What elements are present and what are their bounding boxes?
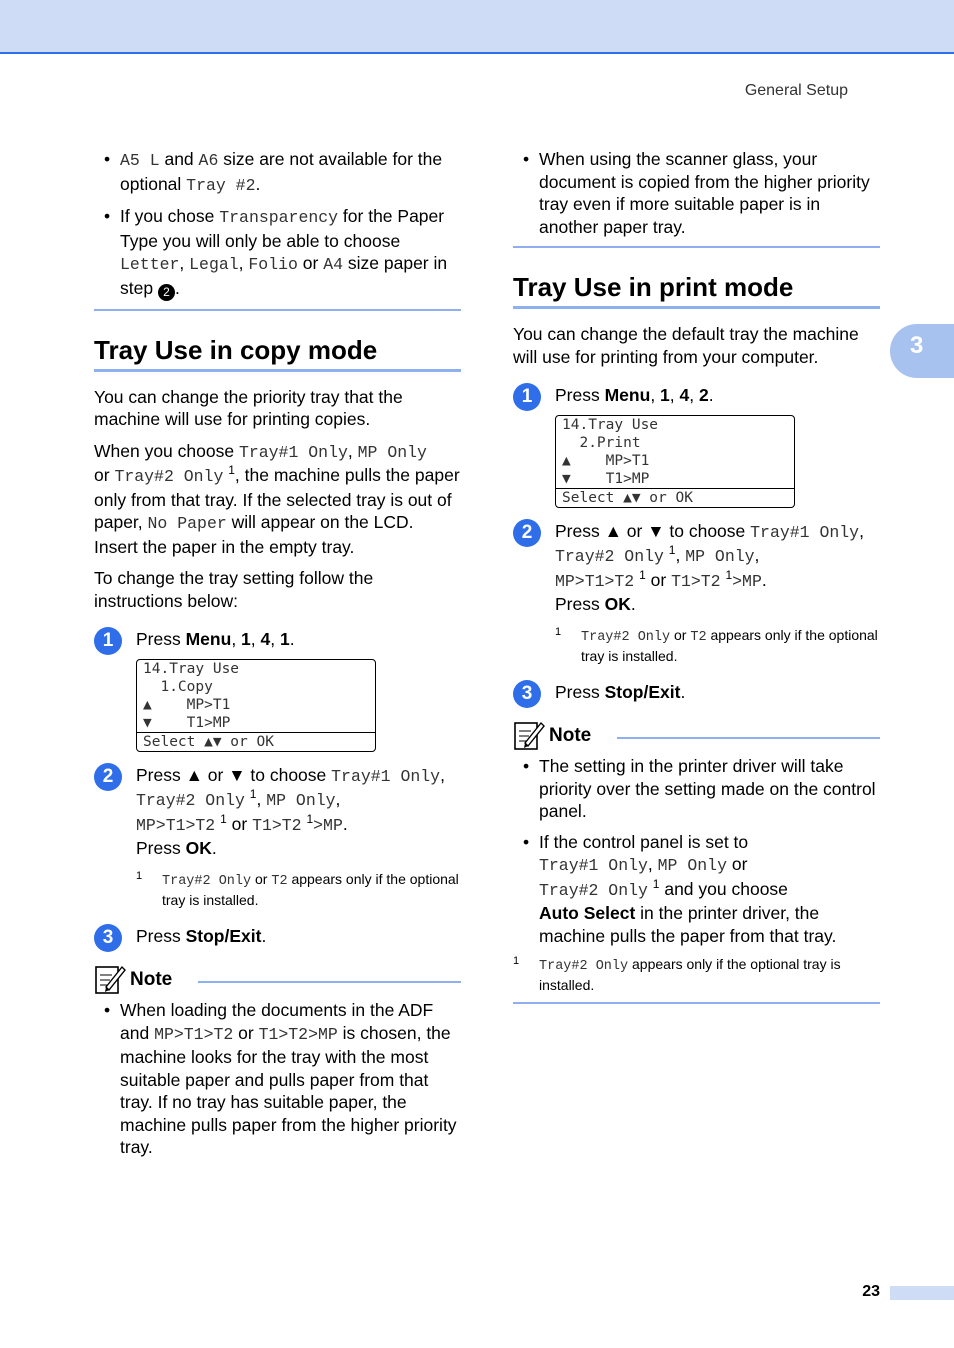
lcd-display: 14.Tray Use 2.Print ▲ MP>T1 ▼ T1>MP Select ▲▼ or OK	[555, 415, 795, 508]
step-number-badge: 1	[94, 627, 122, 655]
bullet-transparency: • If you chose Transparency for the Paper Type you will only be able to choose Letter, Legal, Folio or A4 size paper in step 2 .	[94, 205, 461, 301]
note-pencil-icon	[513, 719, 545, 751]
note-pencil-icon	[94, 963, 126, 995]
chapter-tab	[890, 324, 954, 378]
divider	[513, 1002, 880, 1004]
note-bullets	[513, 755, 880, 947]
divider	[94, 309, 461, 311]
step-1: 1 Press Menu, 1, 4, 1. 14.Tray Use 1.Copy ▲ MP>T1 ▼ T1>MP Select ▲▼ or OK	[94, 628, 461, 752]
note-bullets	[94, 999, 461, 1159]
footnote: 1 Tray#2 Only or T2 appears only if the optional tray is installed.	[555, 625, 878, 664]
running-header: General Setup	[744, 82, 848, 99]
section-heading-copy: Tray Use in copy mode	[94, 335, 461, 372]
top-banner	[0, 0, 954, 54]
note-bullet-adf: • When loading the documents in the ADF and MP>T1>T2 or T1>T2>MP is chosen, the machine looks for the tray with the most suitable paper and pulls paper from that tray. If no tray has suitable paper, the machine pulls paper from the higher priority tray.	[94, 999, 461, 1159]
step-number-badge: 2	[94, 763, 122, 791]
lcd-display: 14.Tray Use 1.Copy ▲ MP>T1 ▼ T1>MP Select ▲▼ or OK	[136, 659, 376, 752]
note-rule	[198, 981, 461, 983]
bullet-a5-a6: • A5 L and A6 size are not available for the optional Tray #2.	[94, 148, 461, 197]
step-2: 2 Press ▲ or ▼ to choose Tray#1 Only, Tray#2 Only $^1$, MP Only, MP>T1>T2 $^1$ or T1>T2 $^1$>MP. Press OK.	[513, 520, 880, 616]
paragraph: You can change the default tray the machine will use for printing from your computer.	[513, 324, 859, 367]
note-rule	[617, 737, 880, 739]
paragraph: You can change the priority tray that the machine will use for printing copies.	[94, 386, 403, 429]
step-1: 1 Press Menu, 1, 4, 2. 14.Tray Use 2.Print ▲ MP>T1 ▼ T1>MP Select ▲▼ or OK	[513, 384, 880, 508]
intro-bullets	[513, 148, 880, 238]
note-header	[513, 719, 880, 749]
intro-bullets	[94, 148, 461, 301]
left-column	[94, 148, 461, 1167]
chapter-number: 3	[910, 332, 924, 359]
right-column	[513, 148, 880, 1004]
step-3: 3 Press Stop/Exit.	[94, 925, 461, 948]
note-bullet-control-panel: • If the control panel is set to Tray#1 Only, MP Only or Tray#2 Only $^1$ and you choose Auto Select in the printer driver, the machine pulls the paper from that tray.	[513, 831, 880, 948]
step-3: 3 Press Stop/Exit.	[513, 681, 880, 704]
step-number-badge: 1	[513, 383, 541, 411]
page-number: 23	[862, 1283, 880, 1300]
note-header	[94, 963, 461, 993]
divider	[513, 246, 880, 248]
page-bar	[890, 1286, 954, 1300]
footnote: 1 Tray#2 Only appears only if the optional tray is installed.	[513, 955, 841, 993]
step-number-badge: 2	[513, 519, 541, 547]
note-title: Note	[130, 969, 173, 990]
bullet-scanner-glass: • When using the scanner glass, your document is copied from the higher priority tray even if more suitable paper is in another paper tray.	[513, 148, 880, 238]
paragraph: When you choose Tray#1 Only, MP Only or Tray#2 Only $^1$, the machine pulls the paper only from that tray. If the selected tray is out of paper, No Paper will appear on the LCD. Insert the paper in the empty tray.	[94, 440, 460, 557]
step-number-badge: 3	[94, 924, 122, 952]
footnote: 1 Tray#2 Only or T2 appears only if the optional tray is installed.	[136, 869, 459, 908]
section-heading-print: Tray Use in print mode	[513, 272, 880, 309]
note-bullet-driver: • The setting in the printer driver will take priority over the setting made on the control panel.	[513, 755, 880, 823]
note-title: Note	[549, 725, 592, 746]
step-number-badge: 3	[513, 680, 541, 708]
step-ref-badge: 2	[158, 284, 175, 301]
paragraph: To change the tray setting follow the instructions below:	[94, 568, 374, 611]
step-2: 2 Press ▲ or ▼ to choose Tray#1 Only, Tray#2 Only $^1$, MP Only, MP>T1>T2 $^1$ or T1>T2 $^1$>MP. Press OK.	[94, 764, 461, 860]
